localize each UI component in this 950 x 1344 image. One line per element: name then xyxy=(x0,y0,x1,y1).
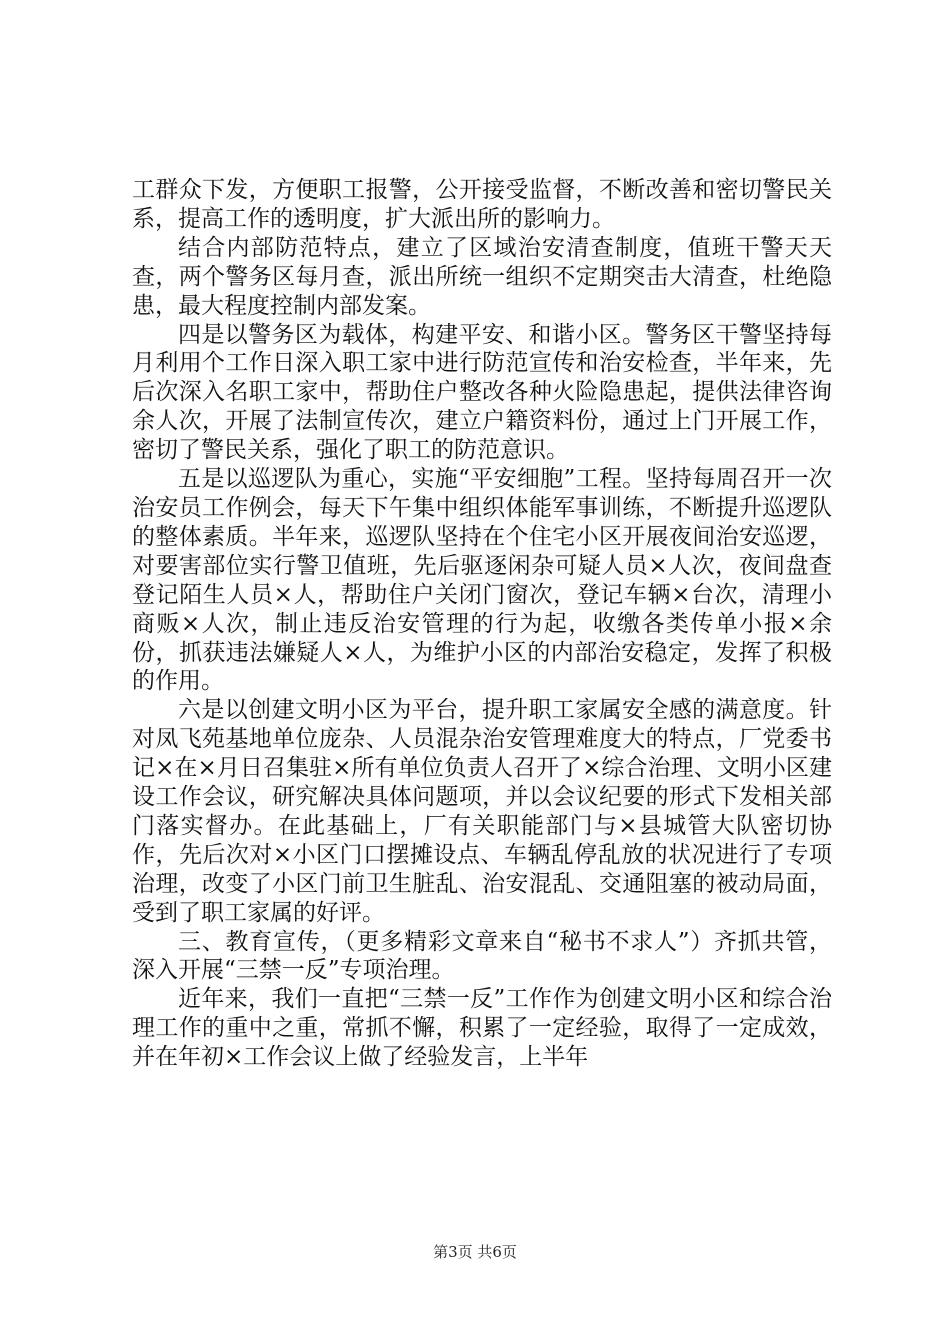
paragraph-3: 四是以警务区为载体，构建平安、和谐小区。警务区干警坚持每月利用个工作日深入职工家中进行防范宣传和治安检查，半年来，先后次深入名职工家中，帮助住户整改各种火险隐患起，提供法律咨询余人次，开展了法制宣传次，建立户籍资料份，通过上门开展工作，密切了警民关系，强化了职工的防范意识。 xyxy=(132,321,832,464)
paragraph-5: 六是以创建文明小区为平台，提升职工家属安全感的满意度。针对凤飞苑基地单位庞杂、人员混杂治安管理难度大的特点，厂党委书记×在×月日召集驻×所有单位负责人召开了×综合治理、文明小区建设工作会议，研究解决具体问题项，并以会议纪要的形式下发相关部门落实督办。在此基础上，厂有关职能部门与×县城管大队密切协作，先后次对×小区门口摆摊设点、车辆乱停乱放的状况进行了专项治理，改变了小区门前卫生脏乱、治安混乱、交通阻塞的被动局面，受到了职工家属的好评。 xyxy=(132,697,832,926)
page-number-footer: 第3页 共6页 xyxy=(433,1243,517,1261)
paragraph-7: 近年来，我们一直把“三禁一反”工作作为创建文明小区和综合治理工作的重中之重，常抓不懈，积累了一定经验，取得了一定成效，并在年初×工作会议上做了经验发言，上半年 xyxy=(132,986,832,1071)
paragraph-6: 三、教育宣传，（更多精彩文章来自“秘书不求人”）齐抓共管，深入开展“三禁一反”专项治理。 xyxy=(132,928,832,984)
document-body xyxy=(132,176,832,1072)
paragraph-1: 工群众下发，方便职工报警，公开接受监督，不断改善和密切警民关系，提高工作的透明度，扩大派出所的影响力。 xyxy=(132,177,832,232)
paragraph-4: 五是以巡逻队为重心，实施“平安细胞”工程。坚持每周召开一次治安员工作例会，每天下午集中组织体能军事训练，不断提升巡逻队的整体素质。半年来，巡逻队坚持在个住宅小区开展夜间治安巡逻，对要害部位实行警卫值班，先后驱逐闲杂可疑人员×人次，夜间盘查登记陌生人员×人，帮助住户关闭门窗次，登记车辆×台次，清理小商贩×人次，制止违反治安管理的行为起，收缴各类传单小报×余份，抓获违法嫌疑人×人，为维护小区的内部治安稳定，发挥了积极的作用。 xyxy=(132,466,832,695)
paragraph-2: 结合内部防范特点，建立了区域治安清查制度，值班干警天天查，两个警务区每月查，派出所统一组织不定期突击大清查，杜绝隐患，最大程度控制内部发案。 xyxy=(132,234,832,319)
